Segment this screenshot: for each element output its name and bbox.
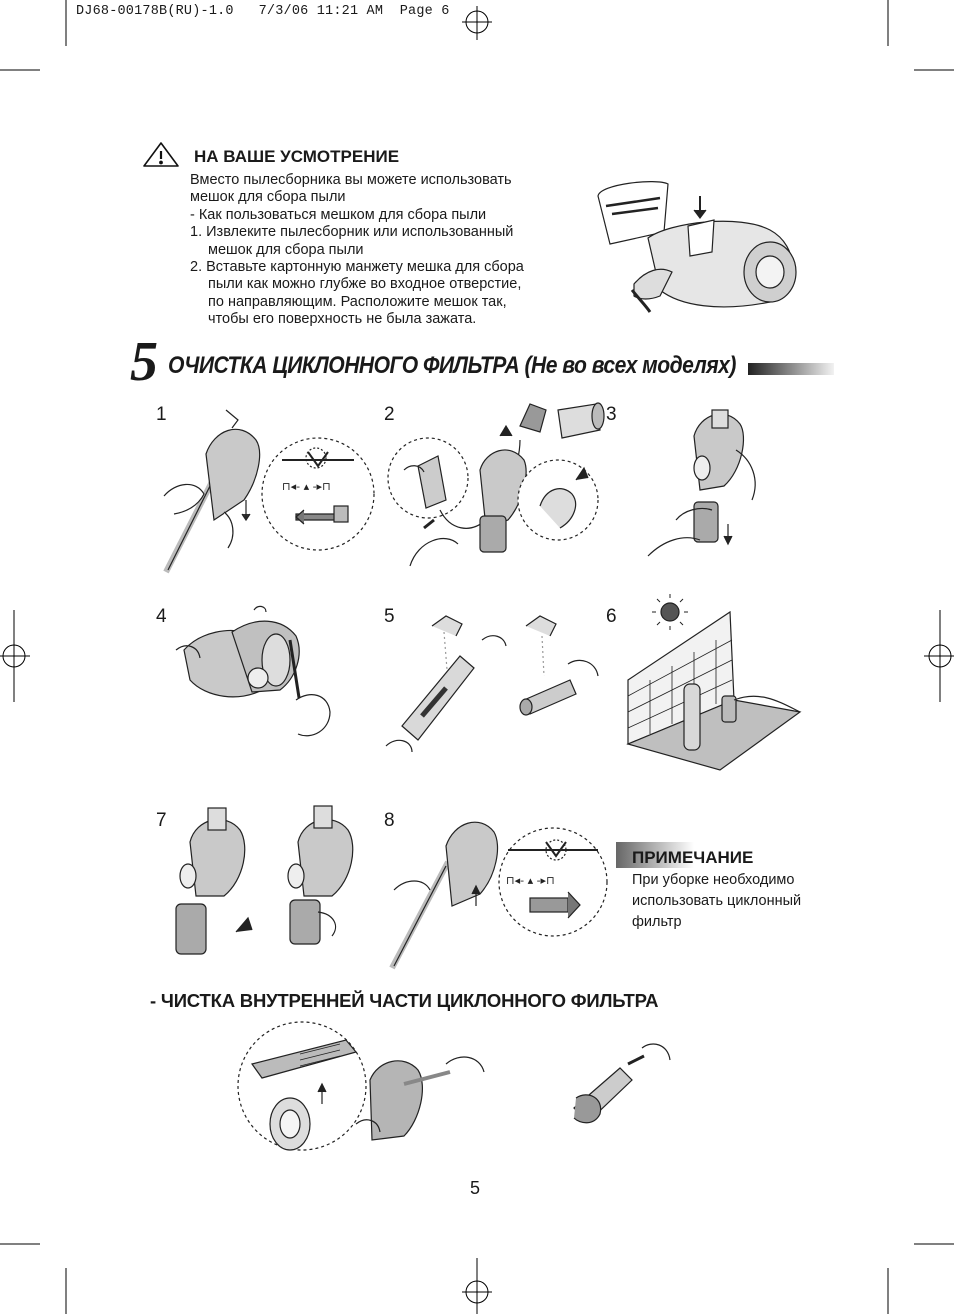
caution-line: 1. Извлеките пылесборник или использованный <box>190 224 514 241</box>
caution-line: Вместо пылесборника вы можете использовать <box>190 172 512 188</box>
step6-dry-filter-illustration <box>628 594 800 770</box>
step-number-6: 6 <box>606 606 617 627</box>
step-number-4: 4 <box>156 606 167 627</box>
step3-open-filter-illustration <box>648 410 755 556</box>
caution-line: мешок для сбора пыли <box>190 189 346 206</box>
step-number-5: 5 <box>384 606 395 627</box>
svg-text:⊓◂‑ ▴ ‑▸⊓: ⊓◂‑ ▴ ‑▸⊓ <box>282 480 331 493</box>
note-title: ПРИМЕЧАНИЕ <box>632 848 754 867</box>
page-number: 5 <box>470 1178 481 1198</box>
svg-text:⊓◂‑ ▴ ‑▸⊓: ⊓◂‑ ▴ ‑▸⊓ <box>506 874 555 887</box>
caution-line: мешок для сбора пыли <box>208 241 364 258</box>
warning-icon <box>144 143 178 166</box>
inner-cleaning-illustration <box>238 1022 484 1150</box>
step8-reattach-filter-illustration <box>392 822 607 968</box>
step-number-7: 7 <box>156 810 167 831</box>
caution-line: чтобы его поверхность не была зажата. <box>208 311 477 328</box>
note-line: фильтр <box>632 914 682 930</box>
caution-text <box>190 172 524 329</box>
note-line: При уборке необходимо <box>632 872 795 888</box>
note-line: использовать циклонный <box>632 893 802 909</box>
step-number-2: 2 <box>384 404 395 425</box>
step2-remove-filter-illustration <box>388 403 604 566</box>
section-number: 5 <box>130 331 158 393</box>
inner-brush-illustration <box>574 1044 670 1123</box>
step4-brush-filter-illustration <box>176 606 330 735</box>
caution-line: 2. Вставьте картонную манжету мешка для сбора <box>190 259 524 276</box>
subsection-title: - ЧИСТКА ВНУТРЕННЕЙ ЧАСТИ ЦИКЛОННОГО ФИЛЬТРА <box>150 990 659 1011</box>
step5-rinse-filter-illustration <box>386 616 598 752</box>
print-slug: DJ68-00178B(RU)-1.0 7/3/06 11:21 AM Page 6 <box>76 4 450 19</box>
registration-target-top <box>462 6 492 40</box>
step7-reassemble-filter-illustration <box>176 806 353 954</box>
section-title: ОЧИСТКА ЦИКЛОННОГО ФИЛЬТРА (Не во всех моделях) <box>168 352 736 379</box>
section-title-bar <box>748 363 834 375</box>
step1-detach-filter-illustration <box>164 410 374 572</box>
step-number-1: 1 <box>156 404 167 425</box>
caution-line: по направляющим. Расположите мешок так, <box>208 293 507 310</box>
step-number-3: 3 <box>606 404 617 425</box>
caution-title: НА ВАШЕ УСМОТРЕНИЕ <box>194 147 400 166</box>
caution-line: - Как пользоваться мешком для сбора пыли <box>190 206 487 223</box>
registration-target-right <box>924 645 954 667</box>
step-number-8: 8 <box>384 810 395 831</box>
vacuum-dust-bag-illustration <box>598 182 796 312</box>
registration-target-left <box>0 645 30 667</box>
caution-line: пыли как можно глубже во входное отверстие, <box>208 276 522 293</box>
